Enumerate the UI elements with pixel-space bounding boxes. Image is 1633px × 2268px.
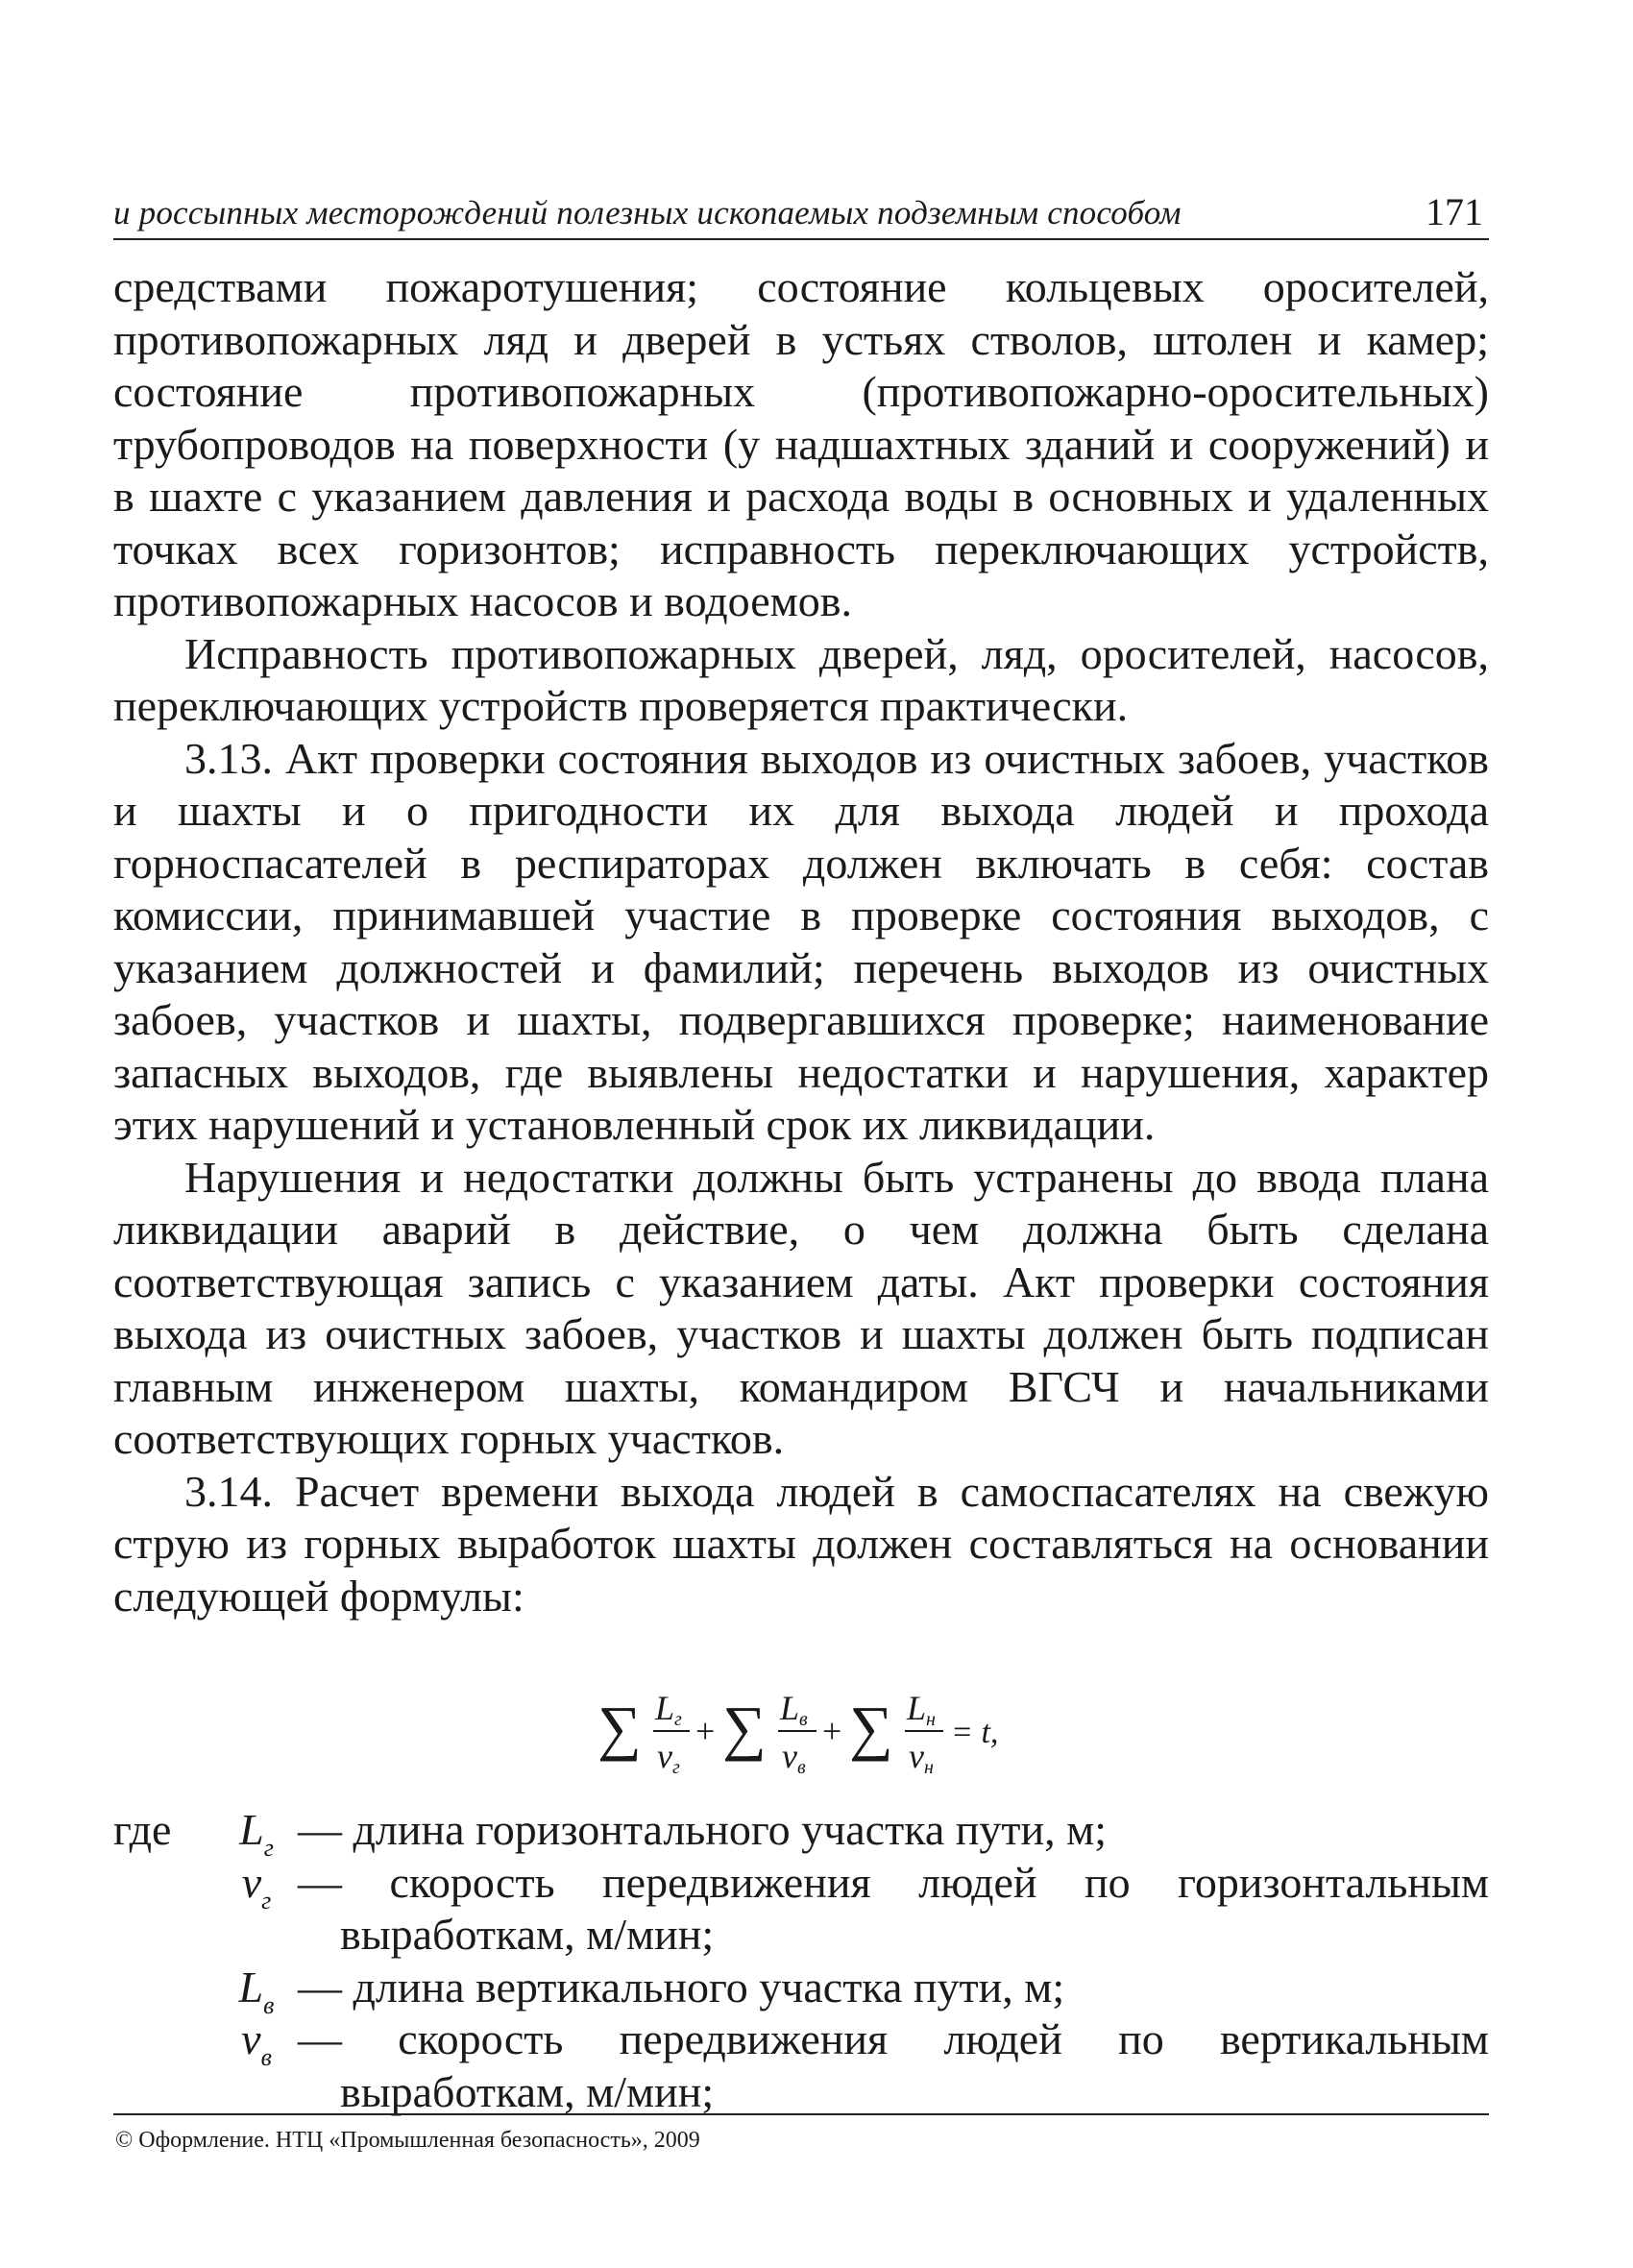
term-1-num: Lг	[655, 1689, 682, 1730]
definition-text: — длина вертикального участка пути, м;	[298, 1962, 1065, 2012]
term-2-num: Lв	[780, 1689, 808, 1730]
formula-graphic	[596, 1671, 1057, 1796]
definition-symbol: $v_в$	[241, 2014, 272, 2071]
paragraph-4: Нарушения и недостатки должны быть устранены до ввода плана ликвидации аварий в действие, о чем должна быть сделана соответствующая запись с указанием даты. Акт проверки состояния выхода из очистных забоев, участков и шахты должен быть подписан главным инженером шахты, командиром ВГСЧ и начальниками соответствующих горных участков.	[113, 1152, 1489, 1463]
paragraph-3: 3.13. Акт проверки состояния выходов из очистных забоев, участков и шахты и о пригодности их для выхода людей и прохода горноспасателей в респираторах должен включать в себя: состав комиссии, принимавшей участие в проверке состояния выходов, с указанием должностей и фамилий; перечень выходов из очистных забоев, участков и шахты, подвергавшихся проверке; наименование запасных выходов, где выявлены недостатки и нарушения, характер этих нарушений и установленный срок их ликвидации.	[113, 733, 1489, 1149]
paragraph-2: Исправность противопожарных дверей, ляд, оросителей, насосов, переключающих устройств проверяется практически.	[113, 628, 1489, 730]
term-3-den: vн	[909, 1737, 934, 1778]
running-title: и россыпных месторождений полезных ископаемых подземным способом	[113, 194, 1182, 232]
term-3-num: Lн	[907, 1689, 936, 1730]
definition-text: — длина горизонтального участка пути, м;	[298, 1805, 1107, 1854]
definition-symbol: $L_г$	[239, 1805, 274, 1862]
definition-row	[113, 1962, 1489, 2019]
definition-symbol: $v_г$	[241, 1857, 272, 1914]
sum-sign-3: ∑	[849, 1694, 893, 1762]
running-header	[113, 188, 1489, 240]
definition-row	[113, 1857, 1489, 1962]
body-text	[113, 261, 1489, 1622]
page-number: 171	[1426, 190, 1483, 233]
sum-sign-1: ∑	[597, 1694, 642, 1762]
footer-copyright: © Оформление. НТЦ «Промышленная безопасность», 2009	[115, 2128, 700, 2153]
where-label: где	[113, 1805, 172, 1854]
time-formula	[596, 1671, 1057, 1796]
term-2-den: vв	[782, 1737, 806, 1778]
definition-row	[113, 2013, 1489, 2118]
plus-1: +	[695, 1712, 716, 1750]
definition-text: — скорость передвижения людей по горизонтальным выработкам, м/мин;	[298, 1857, 1489, 1959]
definition-text: — скорость передвижения людей по вертикальным выработкам, м/мин;	[298, 2014, 1489, 2116]
definition-symbol: $L_в$	[238, 1962, 275, 2019]
term-1-den: vг	[657, 1737, 680, 1778]
footer-divider	[113, 2113, 1489, 2115]
paragraph-1: средствами пожаротушения; состояние кольцевых оросителей, противопожарных ляд и дверей в устьях стволов, штолен и камер; состояние противопожарных (противопожарно-оросительных) трубопроводов на поверхности (у надшахтных зданий и сооружений) и в шахте с указанием давления и расхода воды в основных и удаленных точках всех горизонтов; исправность переключающих устройств, противопожарных насосов и водоемов.	[113, 262, 1489, 625]
plus-2: +	[822, 1712, 842, 1750]
paragraph-5: 3.14. Расчет времени выхода людей в самоспасателях на свежую струю из горных выработок шахты должен составляться на основании следующей формулы:	[113, 1466, 1489, 1621]
definition-row	[113, 1804, 1489, 1862]
definitions-list	[113, 1804, 1489, 2118]
formula-rhs: = t,	[951, 1715, 999, 1750]
sum-sign-2: ∑	[722, 1694, 767, 1762]
